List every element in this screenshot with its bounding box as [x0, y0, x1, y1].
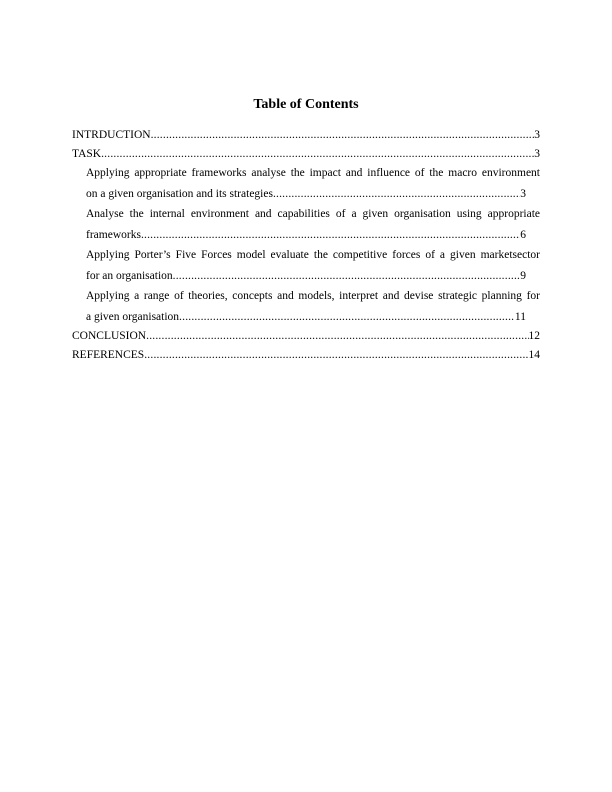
- table-of-contents: [72, 126, 540, 365]
- dot-leader: [144, 346, 528, 365]
- toc-entry-text: REFERENCES: [72, 349, 145, 362]
- toc-title: Table of Contents: [253, 97, 359, 112]
- toc-entry-strategic-planning[interactable]: [72, 286, 540, 327]
- dot-leader: [141, 225, 520, 246]
- toc-entry-text-line2: on a given organisation and its strategies: [86, 187, 273, 200]
- toc-page-number: 3: [534, 147, 540, 160]
- toc-entry-text: INTRDUCTION: [72, 129, 151, 141]
- dot-leader: [179, 307, 515, 328]
- toc-entry-internal-environment[interactable]: [72, 204, 540, 245]
- toc-entry-introduction[interactable]: [72, 126, 540, 145]
- toc-entry-text-line2: a given organisation: [86, 310, 180, 323]
- toc-entry-task[interactable]: [72, 145, 540, 164]
- dot-leader: [146, 327, 528, 346]
- dot-leader: [273, 184, 520, 205]
- toc-entry-text: TASK: [72, 147, 102, 160]
- toc-page-number: 6: [520, 228, 526, 241]
- toc-entry-text-line2: for an organisation: [86, 269, 173, 282]
- toc-page-number: 3: [534, 129, 540, 141]
- toc-entry-references[interactable]: [72, 346, 540, 365]
- toc-entry-porters-five-forces[interactable]: [72, 245, 540, 286]
- toc-entry-conclusion[interactable]: [72, 327, 540, 346]
- toc-entry-text-line1: Applying appropriate frameworks analyse the impact and influence of the macro environment: [86, 167, 540, 180]
- toc-entry-text: CONCLUSION: [72, 330, 147, 343]
- toc-page-number: 9: [520, 269, 526, 282]
- toc-entry-text-line1: Analyse the internal environment and capabilities of a given organisation using appropriate: [86, 208, 540, 221]
- toc-entry-text-line2: frameworks: [86, 228, 141, 241]
- dot-leader: [101, 145, 534, 164]
- toc-page-number: 3: [520, 187, 526, 200]
- toc-page-number: 12: [528, 330, 540, 343]
- dot-leader: [151, 126, 535, 145]
- toc-entry-text-line1: Applying Porter’s Five Forces model evaluate the competitive forces of a given marketsector: [86, 249, 540, 262]
- toc-entry-macro-environment[interactable]: [72, 163, 540, 204]
- toc-page-number: 11: [514, 310, 526, 323]
- toc-entry-text-line1: Applying a range of theories, concepts and models, interpret and devise strategic planning for: [86, 290, 540, 303]
- toc-page-number: 14: [528, 349, 540, 362]
- dot-leader: [173, 266, 521, 287]
